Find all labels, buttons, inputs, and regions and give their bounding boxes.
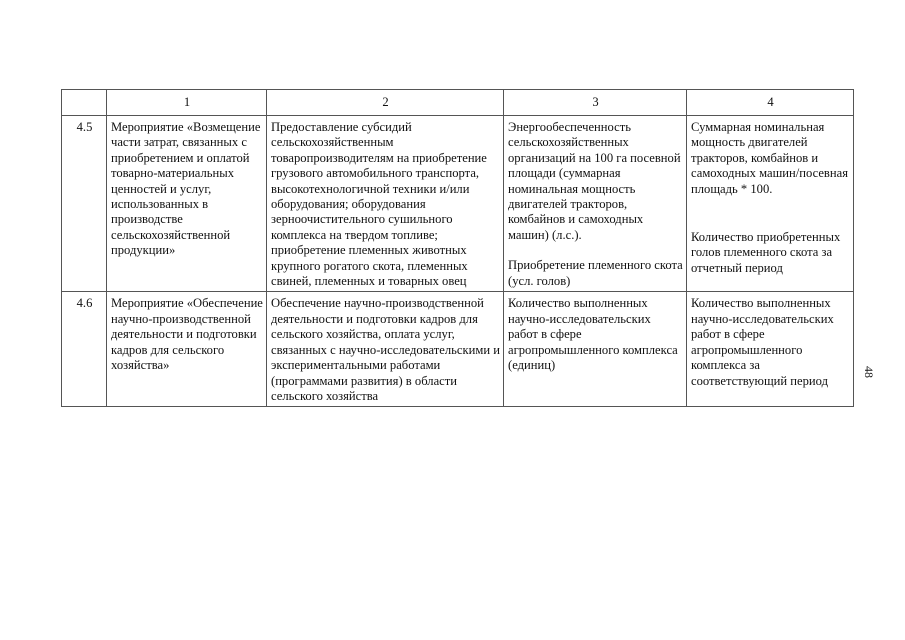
header-cell-1: 1 [107,90,267,116]
program-table [61,89,854,407]
indicator-cell [504,116,687,292]
indicator-text: Энергообеспеченность сельскохозяйственных организаций на 100 га посевной площади (суммарная номинальная мощность двигателей тракторов, комбайнов и самоходных машин) (л.с.). [508,120,681,242]
method-text: Количество приобретенных голов племенного скота за отчетный период [691,230,841,275]
header-cell-2: 2 [267,90,504,116]
indicator-text: Количество выполненных научно-исследовательских работ в сфере агропромышленного комплекса (единиц) [508,296,678,373]
header-cell-3: 3 [504,90,687,116]
table-row [62,116,854,292]
header-cell-4: 4 [687,90,854,116]
method-text: Суммарная номинальная мощность двигателей тракторов, комбайнов и самоходных машин/посевная площадь * 100. [691,120,848,196]
measure-name: Мероприятие «Возмещение части затрат, связанных с приобретением и оплатой товарно-материальных ценностей и услуг, использованных в производстве сельскохозяйственной продукции» [107,116,267,292]
row-number: 4.6 [62,292,107,407]
method-cell [687,292,854,407]
table-header-row [62,90,854,116]
measure-description: Предоставление субсидий сельскохозяйственным товаропроизводителям на приобретение грузового автомобильного транспорта, высокотехнологичной техники и/или оборудования; оборудования зерноочистительного сушильного комплекса на твердом топливе; приобретение племенных животных крупного рогатого скота, племенных свиней, племенных и товарных овец [267,116,504,292]
indicator-cell [504,292,687,407]
method-text: Количество выполненных научно-исследовательских работ в сфере агропромышленного комплекса за соответствующий период [691,296,834,388]
measure-description: Обеспечение научно-производственной деятельности и подготовки кадров для сельского хозяйства, оплата услуг, связанных с научно-исследовательскими и экспериментальными работами (программами развития) в области сельского хозяйства [267,292,504,407]
indicator-text: Приобретение племенного скота (усл. голов) [508,258,683,288]
header-cell-0 [62,90,107,116]
row-number: 4.5 [62,116,107,292]
page-number: 48 [862,366,876,378]
table-row [62,292,854,407]
measure-name: Мероприятие «Обеспечение научно-производственной деятельности и подготовки кадров для сельского хозяйства» [107,292,267,407]
method-cell [687,116,854,292]
